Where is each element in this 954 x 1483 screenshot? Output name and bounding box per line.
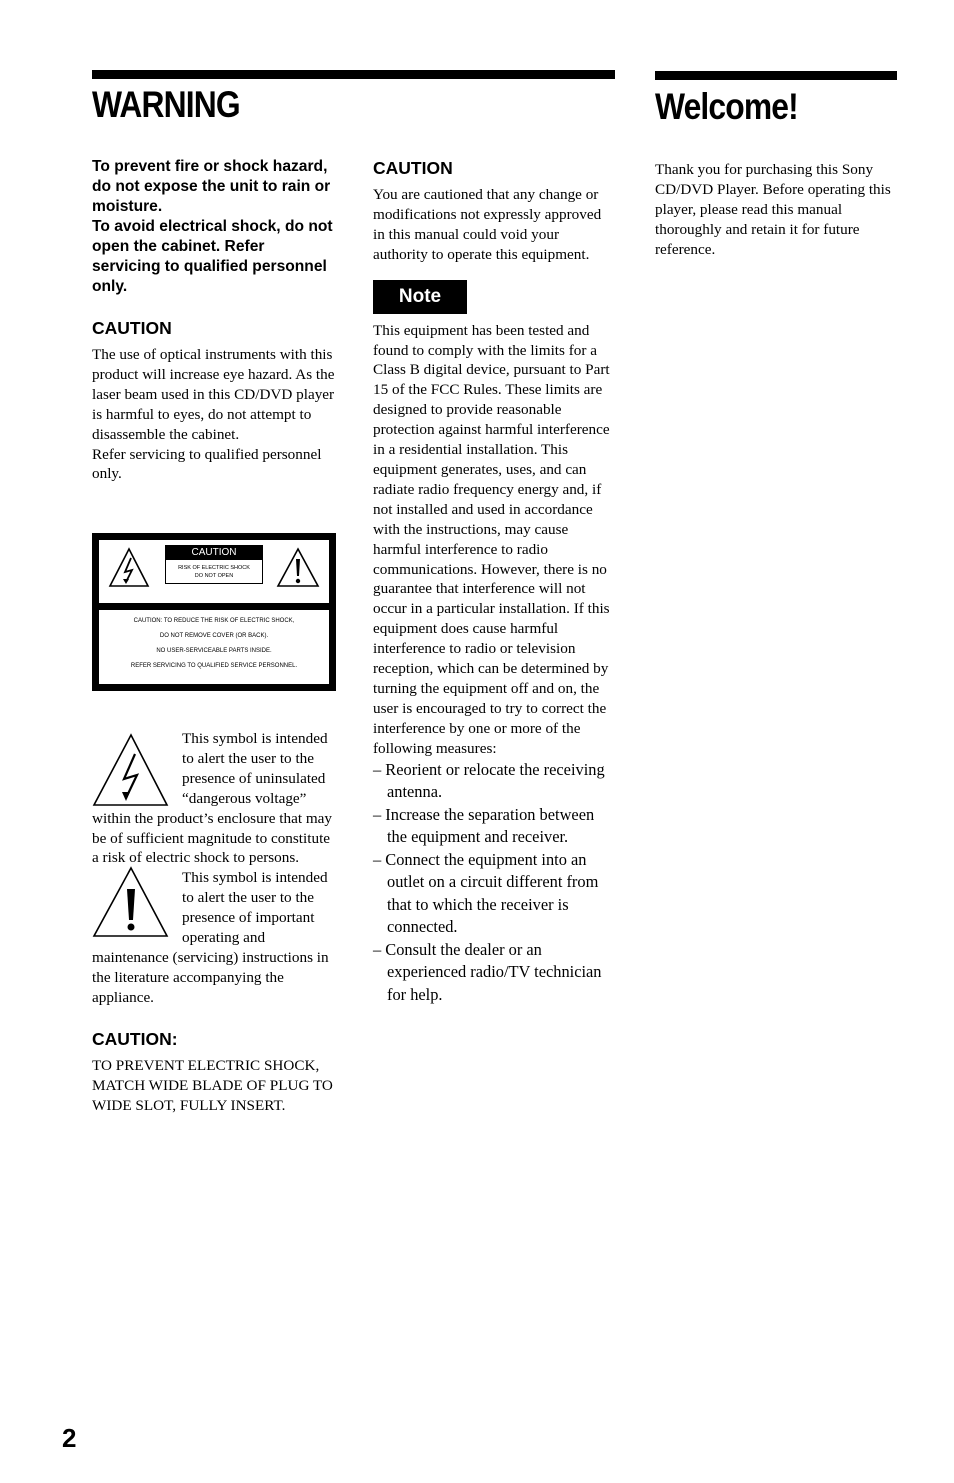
caution-optical-text: The use of optical instruments with this product will increase eye hazard. As the laser beam used in this CD/DVD player is harmful to eyes, do not attempt to disassemble the cabinet. (92, 346, 335, 443)
symbol-explanations (92, 729, 335, 1115)
fcc-note-text: This equipment has been tested and found to comply with the limits for a Class B digital device, pursuant to Part 15 of the FCC Rules. These limits are designed to provide reasonable protection against harmful interference in a residential installation. This equipment generates, uses, and can radiate radio frequency energy and, if not installed and used in accordance with the instructions, may cause harmful interference to radio communications. However, there is no guarantee that interference will not occur in a particular installation. If this equipment does cause harmful interference to radio or television reception, which can be determined by turning the equipment off and on, the user is encouraged to try to correct the interference by one or more of the following measures: (373, 321, 610, 757)
measure-item: – Consult the dealer or an experienced radio/TV technician for help. (373, 939, 602, 1004)
warning-title-rule (92, 70, 615, 79)
caution-label-top (99, 540, 329, 596)
measure-item: – Reorient or relocate the receiving antenna. (373, 759, 605, 802)
page-number: 2 (62, 1423, 77, 1453)
caution-label-caption-sub1: RISK OF ELECTRIC SHOCK (178, 565, 250, 571)
exclamation-warning-icon (275, 546, 321, 590)
warning-lead-text-2: To avoid electrical shock, do not open the cabinet. Refer servicing to qualified personnel only. (92, 218, 333, 295)
exclamation-symbol-icon (92, 865, 170, 939)
symbol-2-block (92, 868, 335, 1007)
symbol-1-block (92, 729, 335, 868)
caution-label-image (92, 533, 336, 691)
caution-label-caption-sub2: DO NOT OPEN (194, 573, 234, 579)
welcome-title: Welcome! (655, 86, 798, 127)
note-badge: Note (373, 280, 467, 314)
caution-label-caption (165, 545, 263, 584)
caution-plug-text: TO PREVENT ELECTRIC SHOCK, MATCH WIDE BLADE OF PLUG TO WIDE SLOT, FULLY INSERT. (92, 1056, 333, 1114)
caution-label-line-1: CAUTION: TO REDUCE THE RISK OF ELECTRIC SHOCK, (133, 618, 295, 624)
measure-item: – Connect the equipment into an outlet on a circuit different from that to which the receiver is connected. (373, 849, 599, 937)
caution-heading-modifications: CAUTION (373, 158, 453, 178)
column-welcome (655, 160, 897, 260)
welcome-text: Thank you for purchasing this Sony CD/DVD Player. Before operating this player, please read this manual thoroughly and retain it for future reference. (655, 161, 891, 258)
caution-label-caption-title: CAUTION (166, 546, 262, 560)
warning-title: WARNING (92, 84, 240, 125)
measure-item: – Increase the separation between the equipment and receiver. (373, 804, 595, 847)
caution-heading-plug: CAUTION: (92, 1028, 178, 1049)
caution-label-bottom (99, 603, 329, 684)
measures-list (373, 759, 615, 1007)
column-warning-right (373, 157, 615, 1006)
caution-optical-text-2: Refer servicing to qualified personnel only. (92, 445, 322, 483)
caution-label-line-4: REFER SERVICING TO QUALIFIED SERVICE PERSONNEL. (130, 663, 298, 669)
lightning-symbol-icon (92, 732, 170, 808)
caution-heading-optical: CAUTION (92, 318, 172, 338)
caution-label-line-2: DO NOT REMOVE COVER (OR BACK). (159, 633, 269, 639)
lightning-warning-icon (107, 546, 151, 590)
caution-label-line-3: NO USER-SERVICEABLE PARTS INSIDE. (156, 648, 272, 654)
symbol-1-text: This symbol is intended to alert the user to the presence of uninsulated “dangerous voltage” within the product’s enclosure that may be of sufficient magnitude to constitute a risk of electric shock to persons. (92, 730, 332, 867)
warning-lead-text-1: To prevent fire or shock hazard, do not expose the unit to rain or moisture. (92, 158, 331, 215)
column-warning-left (92, 157, 335, 484)
caution-modifications-text: You are cautioned that any change or modifications not expressly approved in this manual could void your authority to operate this equipment. (373, 186, 602, 263)
symbol-2-text: This symbol is intended to alert the user to the presence of important operating and maintenance (servicing) instructions in the literature accompanying the appliance. (92, 869, 329, 1006)
welcome-title-rule (655, 71, 897, 80)
